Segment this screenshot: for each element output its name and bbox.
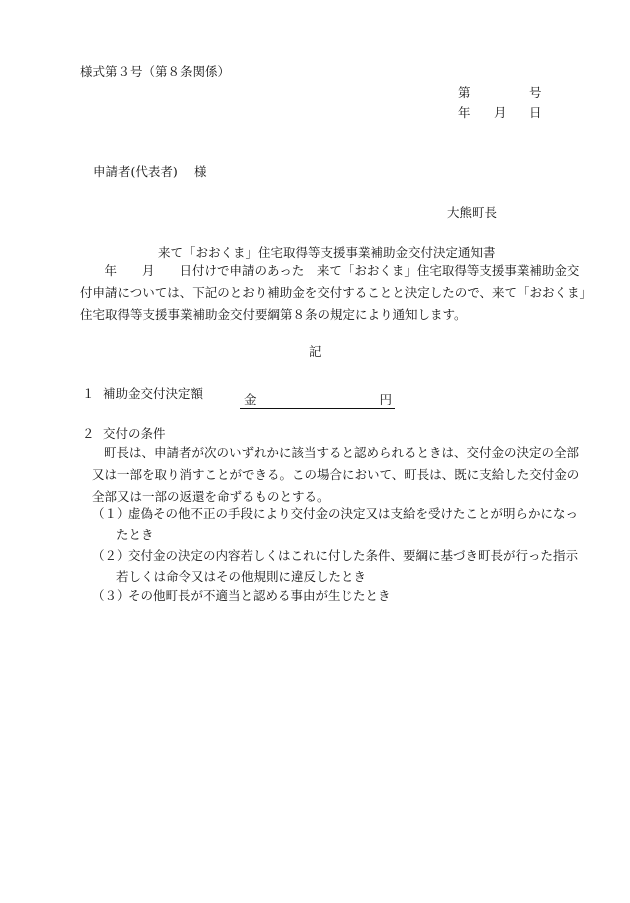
amount-kin: 金: [244, 392, 257, 407]
condition-1-line: たとき: [116, 527, 154, 542]
date-month: 月: [494, 105, 507, 120]
item1-number: １: [82, 386, 95, 401]
conditions-line: 又は一部を取り消すことができる。この場合において、町長は、既に支給した交付金の: [92, 467, 580, 482]
grant-amount-field: [240, 390, 395, 409]
document-number-prefix: 第: [458, 85, 471, 100]
form-number: 様式第３号（第８条関係）: [80, 64, 231, 79]
date-year: 年: [458, 105, 471, 120]
intro-line: 住宅取得等支援事業補助金交付要綱第８条の規定により通知します。: [80, 307, 467, 322]
conditions-line: 町長は、申請者が次のいずれかに該当すると認められるときは、交付金の決定の全部: [104, 445, 580, 460]
addressee-honorific: 様: [194, 164, 207, 179]
condition-2-number: （２）: [92, 548, 130, 563]
amount-yen: 円: [379, 392, 392, 407]
ki-heading: 記: [309, 344, 322, 359]
addressee-label: 申請者(代表者): [93, 164, 178, 179]
conditions-paragraph: [92, 442, 580, 508]
intro-paragraph: [80, 260, 593, 326]
condition-3-line: その他町長が不適当と認める事由が生じたとき: [128, 588, 391, 603]
item2-number: ２: [82, 426, 95, 441]
condition-1-line: 虚偽その他不正の手段により交付金の決定又は支給を受けたことが明らかになっ: [128, 506, 579, 521]
item1-label: 補助金交付決定額: [103, 386, 204, 401]
date-day: 日: [529, 105, 542, 120]
condition-1-number: （１）: [92, 506, 130, 521]
item2-label: 交付の条件: [103, 426, 166, 441]
document-title: 来て「おおくま」住宅取得等支援事業補助金交付決定通知書: [158, 245, 496, 260]
document-number-suffix: 号: [529, 85, 542, 100]
condition-3-number: （３）: [92, 588, 130, 603]
conditions-line: 全部又は一部の返還を命ずるものとする。: [92, 489, 330, 504]
issuer: 大熊町長: [447, 205, 498, 220]
intro-line: 付申請については、下記のとおり補助金を交付することと決定したので、来て「おおくま」: [80, 285, 593, 300]
condition-2-line: 交付金の決定の内容若しくはこれに付した条件、要綱に基づき町長が行った指示: [128, 548, 579, 563]
intro-line: 年 月 日付けで申請のあった 来て「おおくま」住宅取得等支援事業補助金交: [92, 263, 580, 278]
condition-2-line: 若しくは命令又はその他規則に違反したとき: [116, 569, 367, 584]
